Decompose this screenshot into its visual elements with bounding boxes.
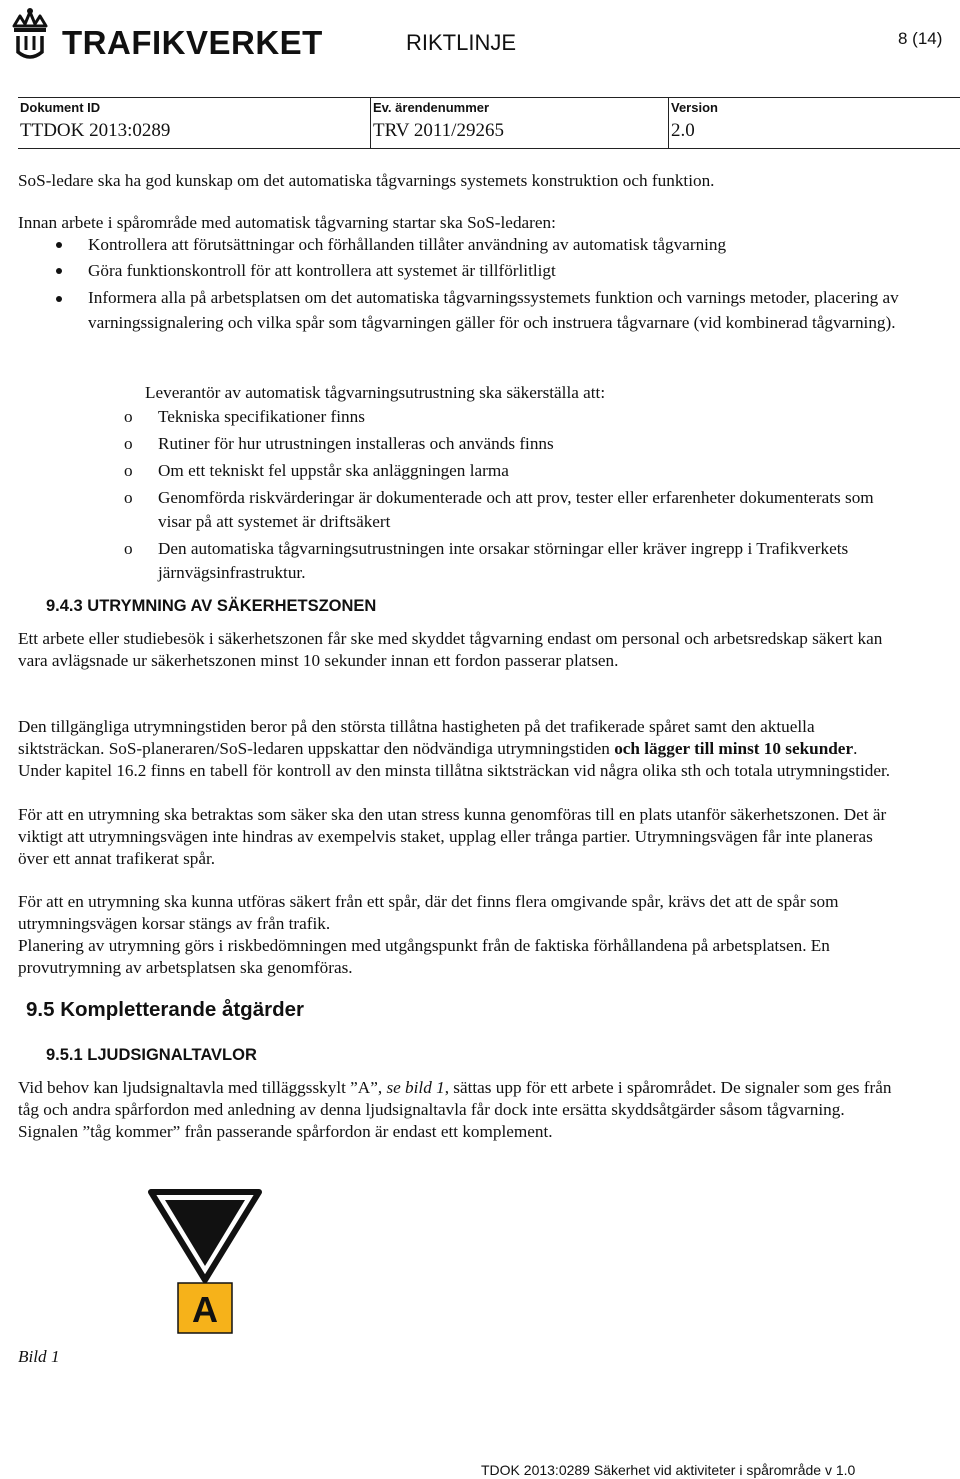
list-item: Informera alla på arbetsplatsen om det automatiska tågvarningssystemets funktion och varnings metoder, placering av varningssignalering och vilka spår som tågvarningen gäller för och instruera tågvarnare (vid kombinerad tågvarning). (18, 286, 908, 335)
document-meta-table (18, 97, 960, 149)
trafikverket-logo (6, 6, 323, 66)
section-heading-9-5-1: 9.5.1 LJUDSIGNALTAVLOR (46, 1046, 257, 1064)
supplier-lead: Leverantör av automatisk tågvarningsutrustning ska säkerställa att: (145, 383, 606, 402)
evacuation-paragraph-3: För att en utrymning ska betraktas som säker ska den utan stress kunna genomföras till en plats utanför säkerhetszonen. Det är viktigt att utrymningsvägen inte hindras av exempelvis staket, upplag eller trånga partier. Utrymningsvägen får inte planeras över ett annat trafikerat spår. (18, 805, 887, 868)
list-item: o Om ett tekniskt fel uppstår ska anläggningen larma (110, 459, 910, 483)
evacuation-paragraph-5: Planering av utrymning görs i riskbedömningen med utgångspunkt från de faktiska förhållandena på arbetsplatsen. En provutrymning av arbetsplatsen ska genomföras. (18, 936, 830, 977)
before-work-lead: Innan arbete i spårområde med automatisk tågvarning startar ska SoS-ledaren: (18, 213, 556, 232)
figure-caption: Bild 1 (18, 1347, 60, 1366)
evacuation-paragraph-4: För att en utrymning ska kunna utföras säkert från ett spår, där det finns flera omgivande spår, krävs det att de spår som utrymningsvägen korsar stängs av från trafik. (18, 892, 839, 933)
page-number: 8 (14) (898, 29, 943, 48)
sound-signal-triangle-icon (145, 1188, 265, 1336)
meta-case-number: Ev. ärendenummer TRV 2011/29265 (370, 98, 669, 148)
meta-document-id: Dokument ID TTDOK 2013:0289 (20, 100, 171, 141)
circle-bullet-icon: o (124, 434, 133, 453)
list-item: o Genomförda riskvärderingar är dokumenterade och att prov, tester eller erfarenheter dokumenterats som visar på att systemet är driftsäkert (124, 488, 874, 531)
sound-signal-board-image (145, 1188, 265, 1336)
page-footer: TDOK 2013:0289 Säkerhet vid aktiviteter i spårområde v 1.0 (481, 1462, 856, 1478)
evacuation-paragraph-1: Ett arbete eller studiebesök i säkerhetszonen får ske med skyddet tågvarning endast om personal och arbetsredskap säkert kan vara avlägsnade ur säkerhetszonen minst 10 sekunder innan ett fordon passerar platsen. (18, 629, 883, 670)
circle-bullet-icon: o (124, 407, 133, 426)
meta-version: Version 2.0 (668, 98, 960, 148)
plate-letter: A (192, 1289, 218, 1330)
supplier-list (110, 405, 910, 588)
sound-signal-paragraph: Vid behov kan ljudsignaltavla med tilläggsskylt ”A”, se bild 1, sättas upp för ett arbete i spårområdet. De signaler som ges från tåg och andra spårfordon med anledning av denna ljudsignaltavla får dock inte ersätta skyddsåtgärder såsom tågvarning. Signalen ”tåg kommer” från passerande spårfordon är endast ett komplement. (18, 1078, 892, 1141)
document-type: RIKTLINJE (406, 30, 517, 55)
intro-paragraph: SoS-ledare ska ha god kunskap om det automatiska tågvarnings systemets konstruktion och funktion. (18, 171, 715, 190)
list-item: o Tekniska specifikationer finns (110, 405, 910, 429)
bullet-icon (56, 242, 62, 248)
bullet-icon (56, 296, 62, 302)
list-item: Kontrollera att förutsättningar och förhållanden tillåter användning av automatisk tågvarning (18, 234, 918, 256)
circle-bullet-icon: o (124, 488, 133, 507)
crown-emblem-icon (6, 6, 54, 64)
bullet-icon (56, 268, 62, 274)
before-work-list (18, 234, 918, 335)
list-item: o Den automatiska tågvarningsutrustningen inte orsakar störningar eller kräver ingrepp i Trafikverkets järnvägsinfrastruktur. (124, 539, 849, 582)
circle-bullet-icon: o (124, 461, 133, 480)
list-item: Göra funktionskontroll för att kontrollera att systemet är tillförlitligt (18, 260, 918, 282)
evacuation-paragraph-2: Den tillgängliga utrymningstiden beror på den största tillåtna hastigheten på det trafikerade spåret samt den aktuella siktsträckan. SoS-planeraren/SoS-ledaren uppskattar den nödvändiga utrymningstiden och lägger till minst 10 sekunder. Under kapitel 16.2 finns en tabell för kontroll av den minsta tillåtna siktsträckan vid några olika sth och totala utrymningstider. (18, 717, 891, 780)
list-item: o Rutiner för hur utrustningen installeras och används finns (110, 432, 910, 456)
circle-bullet-icon: o (124, 539, 133, 558)
section-heading-9-4-3: 9.4.3 UTRYMNING AV SÄKERHETSZONEN (46, 597, 377, 615)
section-heading-9-5: 9.5 Kompletterande åtgärder (26, 998, 304, 1021)
logo-wordmark: TRAFIKVERKET (62, 24, 323, 61)
